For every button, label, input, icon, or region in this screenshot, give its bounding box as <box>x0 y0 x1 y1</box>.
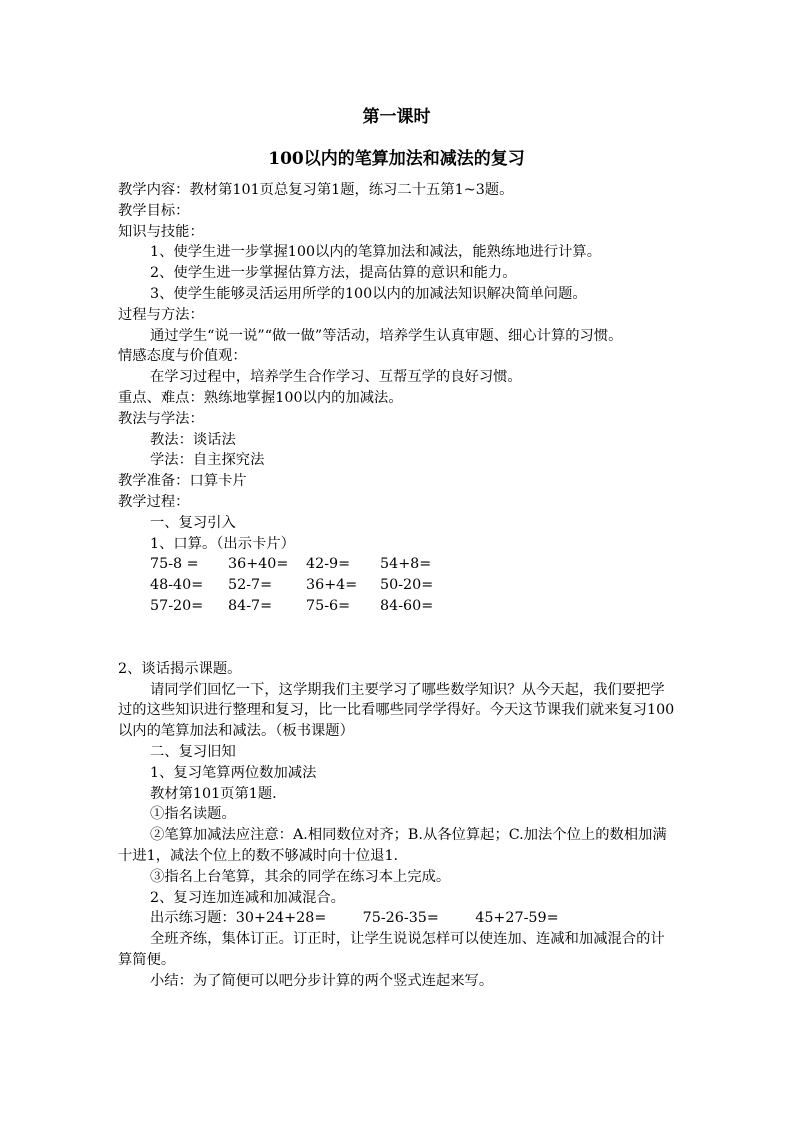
calc-item: 75-6= <box>306 597 351 614</box>
line-learning-method: 学法：自主探究法 <box>150 452 265 469</box>
line-summary: 小结：为了简便可以吧分步计算的两个竖式连起来写。 <box>150 972 494 989</box>
line-goal-2: 2、使学生进一步掌握估算方法，提高估算的意识和能力。 <box>150 265 517 282</box>
calc-item: 36+4= <box>306 577 358 594</box>
oral-calc-row <box>118 554 678 575</box>
page-subtitle: 100以内的笔算加法和减法的复习 <box>268 149 525 169</box>
line-textbook-ref: 教材第101页第1题. <box>150 785 277 802</box>
line-methods: 教法与学法： <box>118 410 204 427</box>
line-procedure: 教学过程： <box>118 493 190 510</box>
line-step-2: ②笔算加减法应注意：A.相同数位对齐；B.从各位算起；C.加法个位上的数相加满十进1，减法个位上的数不够减时向十位退1. <box>118 827 667 864</box>
calc-item: 50-20= <box>380 577 434 594</box>
line-goals: 教学目标： <box>118 202 190 219</box>
oral-calc-row <box>118 575 678 596</box>
calc-item: 84-60= <box>380 597 434 614</box>
line-exercises: 出示练习题：30+24+28= 75-26-35= 45+27-59= <box>150 910 559 927</box>
line-attitude-text: 在学习过程中，培养学生合作学习、互帮互学的良好习惯。 <box>150 369 522 386</box>
line-correction: 全班齐练，集体订正。订正时，让学生说说怎样可以使连加、连减和加减混合的计算简便。 <box>118 931 665 968</box>
line-preparation: 教学准备：口算卡片 <box>118 473 247 490</box>
line-attitude: 情感态度与价值观： <box>118 348 247 365</box>
calc-item: 54+8= <box>380 556 432 573</box>
line-topic-intro: 2、谈话揭示课题。 <box>118 660 242 677</box>
calc-item: 52-7= <box>228 577 273 594</box>
calc-item: 57-20= <box>150 597 204 614</box>
line-review-2: 2、复习连加连减和加减混合。 <box>150 889 345 906</box>
line-key-points: 重点、难点：熟练地掌握100以内的加减法。 <box>118 389 403 406</box>
line-step-1: ①指名读题。 <box>150 806 236 823</box>
calc-item: 42-9= <box>306 556 351 573</box>
calc-item: 75-8 = <box>150 556 199 573</box>
calc-item: 48-40= <box>150 577 204 594</box>
line-process: 过程与方法： <box>118 306 204 323</box>
line-content: 教学内容：教材第101页总复习第1题，练习二十五第1~3题。 <box>118 182 514 198</box>
line-section-1: 一、复习引入 <box>150 514 236 531</box>
line-step-3: ③指名上台笔算，其余的同学在练习本上完成。 <box>150 868 451 885</box>
page-title: 第一课时 <box>362 107 431 127</box>
line-knowledge: 知识与技能： <box>118 223 204 240</box>
line-goal-3: 3、使学生能够灵活运用所学的100以内的加减法知识解决简单问题。 <box>150 285 587 302</box>
line-process-text: 通过学生“说一说”“做一做”等活动，培养学生认真审题、细心计算的习惯。 <box>150 327 623 344</box>
line-topic-text: 请同学们回忆一下，这学期我们主要学习了哪些数学知识？从今天起，我们要把学过的这些知识进行整理和复习，比一比看哪些同学学得好。今天这节课我们就来复习100以内的笔算加法和减法。（板书课题） <box>118 681 675 740</box>
line-teaching-method: 教法：谈话法 <box>150 431 236 448</box>
document-body <box>118 180 678 991</box>
calc-item: 36+40= <box>228 556 289 573</box>
line-oral-calc: 1、口算。（出示卡片） <box>150 535 295 552</box>
spacer <box>118 617 678 659</box>
calc-item: 84-7= <box>228 597 273 614</box>
line-review-1: 1、复习笔算两位数加减法 <box>150 764 317 781</box>
oral-calc-row <box>118 596 678 617</box>
line-goal-1: 1、使学生进一步掌握100以内的笔算加法和减法，能熟练地进行计算。 <box>150 244 601 261</box>
line-section-2: 二、复习旧知 <box>150 743 236 760</box>
